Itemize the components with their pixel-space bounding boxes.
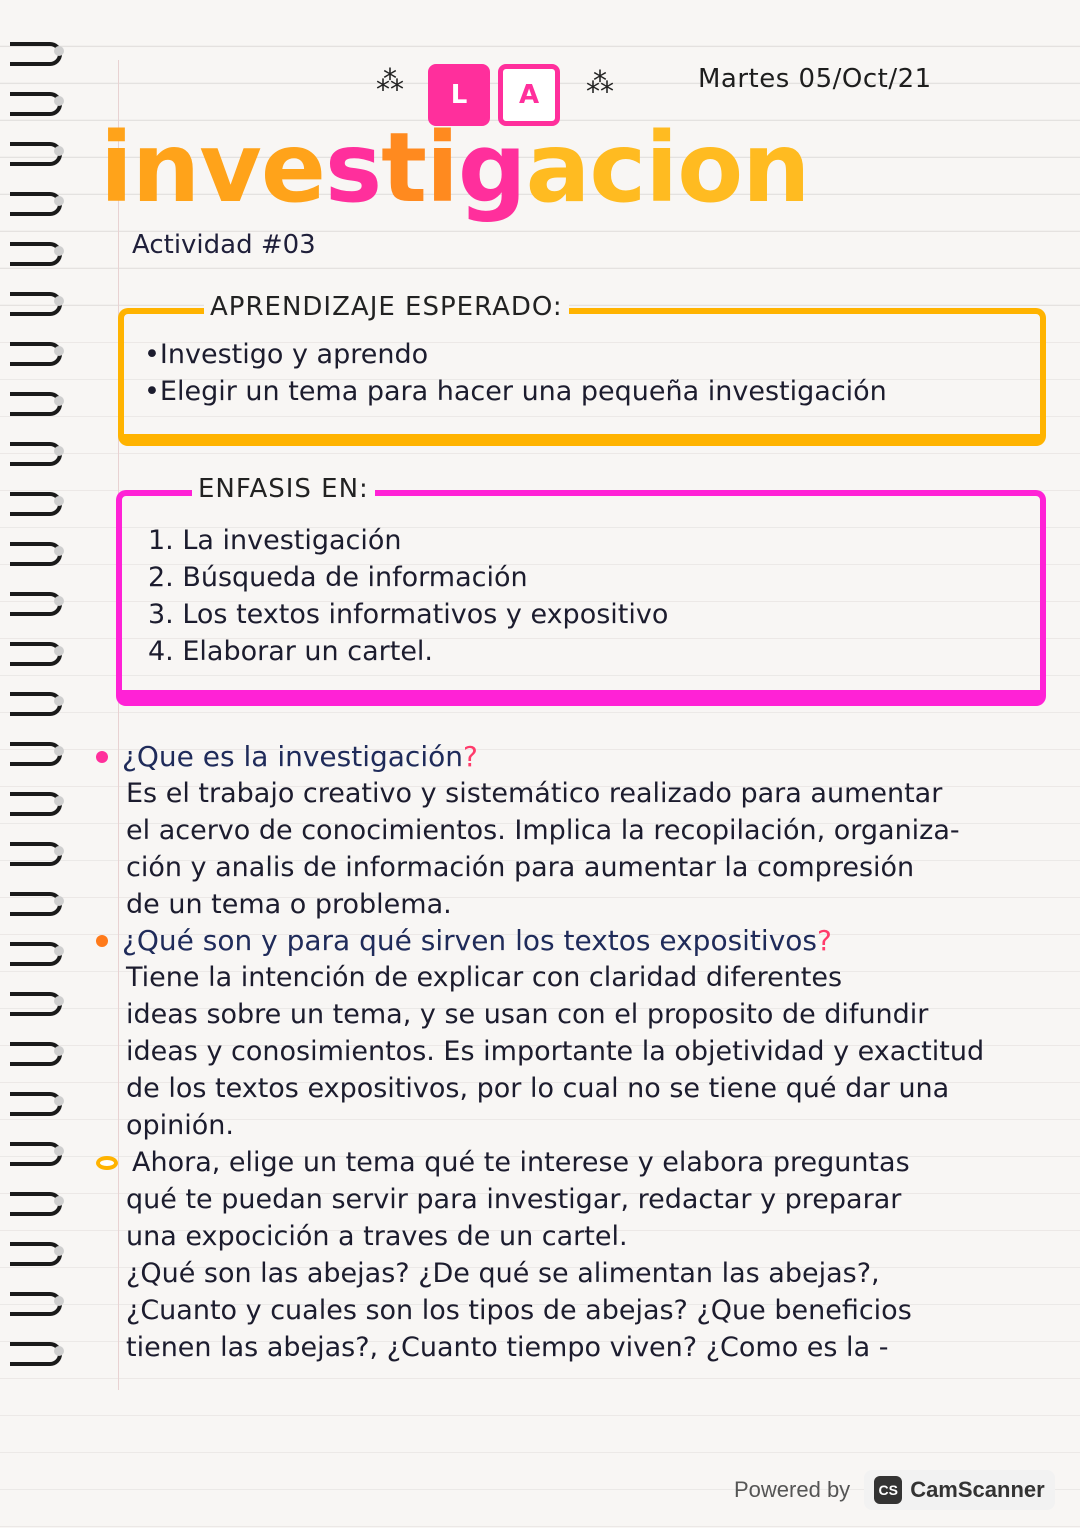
title-letter-box: A — [498, 64, 560, 126]
question-text: ¿Qué son y para qué sirven los textos expositivos? — [122, 924, 832, 957]
camscanner-badge — [864, 1470, 1055, 1510]
enfasis-box — [116, 474, 1046, 706]
spiral-ring-icon — [0, 490, 68, 512]
question-line — [96, 922, 996, 959]
question-text: ¿Que es la investigación? — [122, 740, 478, 773]
spiral-ring-icon — [0, 140, 68, 162]
spiral-ring-icon — [0, 790, 68, 812]
question-line — [96, 738, 996, 775]
list-item: 1. La investigación — [148, 525, 402, 556]
list-item: •Investigo y aprendo — [144, 339, 429, 370]
sparkle-icon: ⁂ — [586, 66, 614, 99]
spiral-ring-icon — [0, 340, 68, 362]
spiral-ring-icon — [0, 1090, 68, 1112]
spiral-ring-icon — [0, 890, 68, 912]
spiral-ring-icon — [0, 1290, 68, 1312]
aprendizaje-box — [118, 292, 1046, 446]
section-preguntas — [96, 1144, 996, 1366]
activity-label: Actividad #03 — [132, 230, 316, 260]
title-part: g — [457, 112, 526, 224]
section-textos-expositivos — [96, 922, 996, 1144]
instruction-text: Ahora, elige un tema qué te interese y elabora preguntas — [132, 1147, 910, 1178]
section-investigacion — [96, 738, 996, 923]
spiral-ring-icon — [0, 1190, 68, 1212]
spiral-ring-icon — [0, 290, 68, 312]
spiral-ring-icon — [0, 740, 68, 762]
camscanner-brand: CamScanner — [910, 1477, 1045, 1502]
title-part: s — [324, 112, 382, 224]
spiral-ring-icon — [0, 540, 68, 562]
list-item: 3. Los textos informativos y expositivo — [148, 599, 669, 630]
spiral-ring-icon — [0, 240, 68, 262]
title-part: ti — [381, 112, 458, 224]
spiral-ring-icon — [0, 40, 68, 62]
list-item: 2. Búsqueda de información — [148, 562, 528, 593]
list-item: •Elegir un tema para hacer una pequeña investigación — [144, 376, 887, 407]
bullet-dot-icon — [96, 751, 108, 763]
page-date: Martes 05/Oct/21 — [698, 64, 932, 94]
title-part: inve — [100, 112, 325, 224]
page-title — [100, 112, 810, 224]
bullet-dot-icon — [96, 1156, 118, 1170]
question-line — [96, 1144, 996, 1181]
bullet-dot-icon — [96, 935, 108, 947]
spiral-ring-icon — [0, 840, 68, 862]
aprendizaje-list — [144, 336, 887, 410]
spiral-ring-icon — [0, 640, 68, 662]
spiral-ring-icon — [0, 1240, 68, 1262]
spiral-ring-icon — [0, 1340, 68, 1362]
spiral-ring-icon — [0, 590, 68, 612]
spiral-ring-icon — [0, 940, 68, 962]
spiral-ring-icon — [0, 1040, 68, 1062]
spiral-binding — [0, 40, 80, 1400]
spiral-ring-icon — [0, 1140, 68, 1162]
scanner-watermark — [734, 1470, 1055, 1510]
aprendizaje-heading: APRENDIZAJE ESPERADO: — [204, 292, 569, 322]
spiral-ring-icon — [0, 440, 68, 462]
spiral-ring-icon — [0, 90, 68, 112]
answer-paragraph: Es el trabajo creativo y sistemático realizado para aumentar el acervo de conocimientos. Implica la recopilación, organiza- ción y analis de información para aumentar la compresión de un tema o problema. — [126, 778, 960, 920]
spiral-ring-icon — [0, 190, 68, 212]
title-part: acion — [525, 112, 810, 224]
spiral-ring-icon — [0, 390, 68, 412]
answer-paragraph: Tiene la intención de explicar con claridad diferentes ideas sobre un tema, y se usan con el proposito de difundir ideas y conosimientos. Es importante la objetividad y exactitud de los textos expositivos, por lo cual no se tiene qué dar una opinión. — [126, 962, 985, 1141]
list-item: 4. Elaborar un cartel. — [148, 636, 434, 667]
answer-paragraph: qué te puedan servir para investigar, redactar y preparar una expocición a traves de un cartel. ¿Qué son las abejas? ¿De qué se alimentan las abejas?, ¿Cuanto y cuales son los tipos de abejas? ¿Que beneficios tienen las abejas?, ¿Cuanto tiempo viven? ¿Como es la - — [126, 1184, 912, 1363]
enfasis-list — [148, 522, 668, 670]
spiral-ring-icon — [0, 690, 68, 712]
spiral-ring-icon — [0, 990, 68, 1012]
sparkle-icon: ⁂ — [376, 64, 404, 97]
camscanner-logo-icon: CS — [874, 1476, 902, 1504]
enfasis-heading: ENFASIS EN: — [192, 474, 375, 504]
powered-by-label: Powered by — [734, 1477, 851, 1502]
title-letter-box: L — [428, 64, 490, 126]
